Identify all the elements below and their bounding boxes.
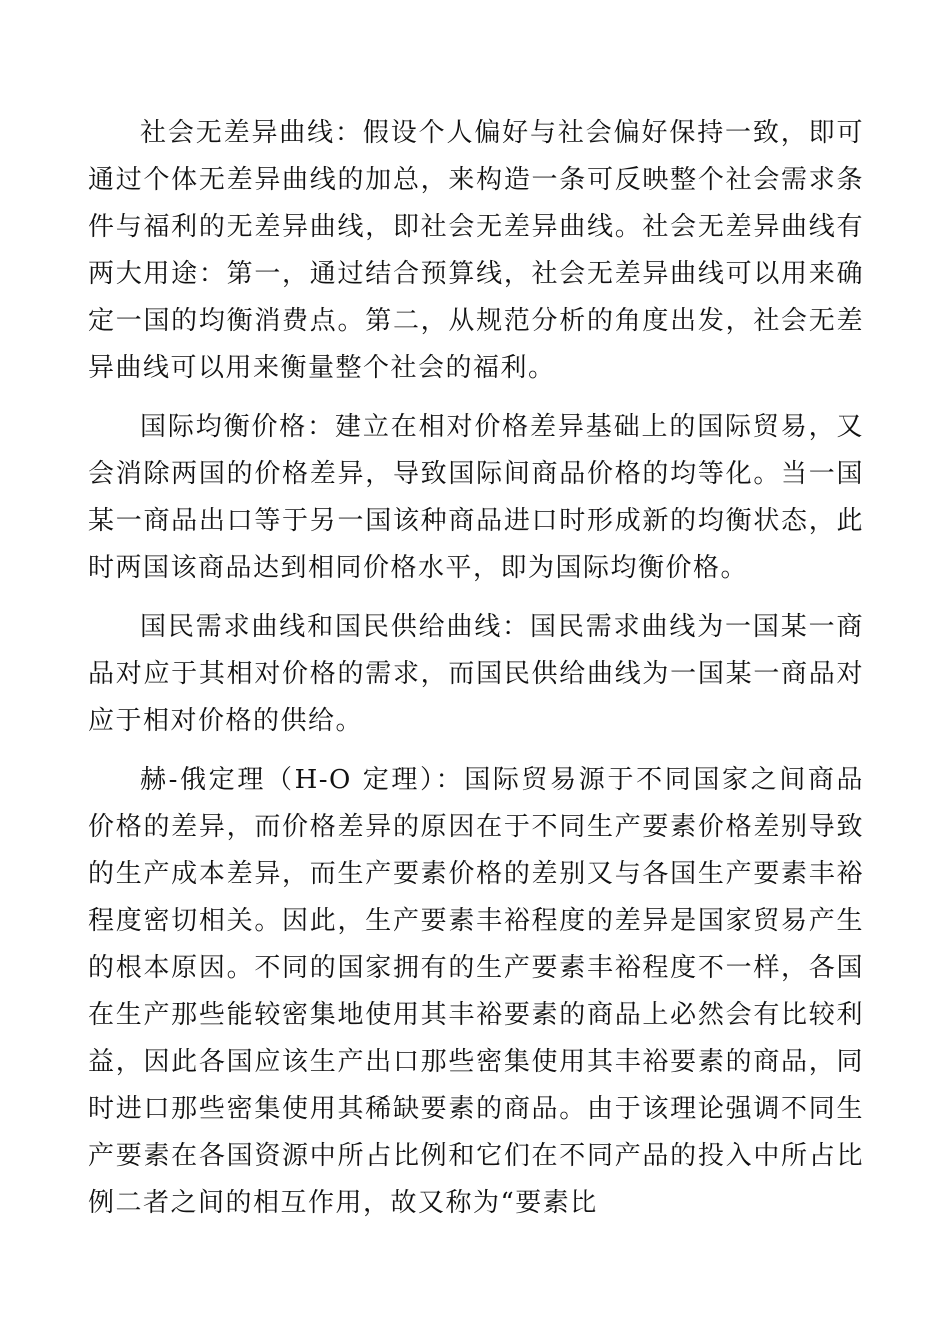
document-body [88,110,864,1239]
paragraph-international-equilibrium-price: 国际均衡价格：建立在相对价格差异基础上的国际贸易，又会消除两国的价格差异，导致国际间商品价格的均等化。当一国某一商品出口等于另一国该种商品进口时形成新的均衡状态，此时两国该商品达到相同价格水平，即为国际均衡价格。 [88,412,864,583]
paragraph-social-indifference-curve: 社会无差异曲线：假设个人偏好与社会偏好保持一致，即可通过个体无差异曲线的加总，来构造一条可反映整个社会需求条件与福利的无差异曲线，即社会无差异曲线。社会无差异曲线有两大用途：第一，通过结合预算线，社会无差异曲线可以用来确定一国的均衡消费点。第二，从规范分析的角度出发，社会无差异曲线可以用来衡量整个社会的福利。 [88,118,864,383]
paragraph-national-demand-supply-curves: 国民需求曲线和国民供给曲线：国民需求曲线为一国某一商品对应于其相对价格的需求，而国民供给曲线为一国某一商品对应于相对价格的供给。 [88,612,864,736]
paragraph-heckscher-ohlin-theorem: 赫-俄定理（H-O 定理）：国际贸易源于不同国家之间商品价格的差异，而价格差异的原因在于不同生产要素价格差别导致的生产成本差异，而生产要素价格的差别又与各国生产要素丰裕程度密切相关。因此，生产要素丰裕程度的差异是国家贸易产生的根本原因。不同的国家拥有的生产要素丰裕程度不一样，各国在生产那些能较密集地使用其丰裕要素的商品上必然会有比较利益，因此各国应该生产出口那些密集使用其丰裕要素的商品，同时进口那些密集使用其稀缺要素的商品。由于该理论强调不同生产要素在各国资源中所占比例和它们在不同产品的投入中所占比例二者之间的相互作用，故又称为“要素比 [88,765,864,1218]
